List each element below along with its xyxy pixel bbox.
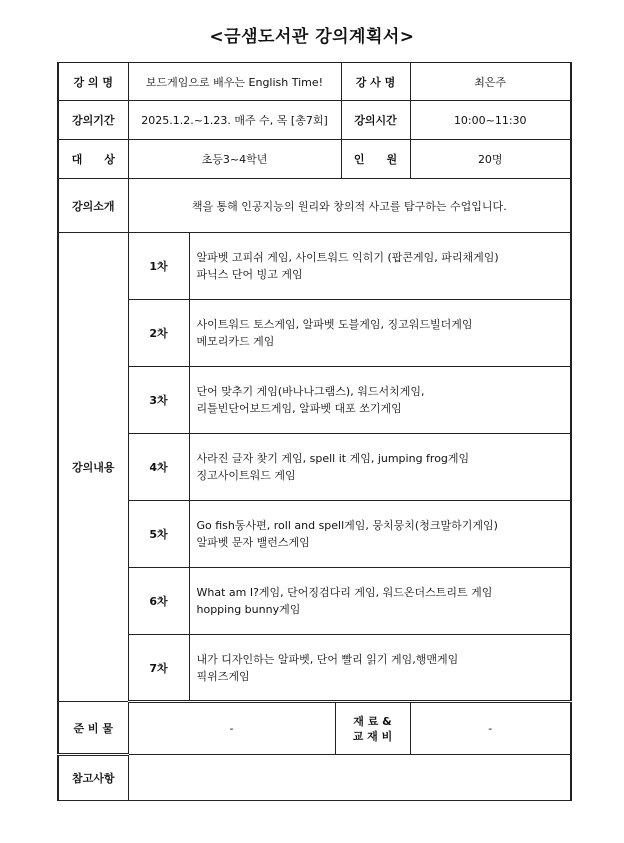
session-row: [58, 635, 571, 702]
session-line: 내가 디자인하는 알파벳, 단어 빨리 읽기 게임,행맨게임: [196, 652, 459, 666]
content-label: 강의내용: [58, 233, 128, 702]
session-content: [189, 635, 571, 702]
materials-value: -: [128, 702, 335, 755]
session-label: 2차: [128, 300, 189, 367]
session-line: 파닉스 단어 빙고 게임: [196, 268, 303, 281]
target-value: 초등3~4학년: [128, 140, 341, 179]
session-content: [189, 367, 571, 434]
session-line: 알파벳 문자 밸런스게임: [196, 536, 310, 549]
session-label: 5차: [128, 501, 189, 568]
session-row: [58, 300, 571, 367]
materials-label: 준 비 물: [58, 702, 128, 755]
session-content: [189, 434, 571, 501]
session-row: [58, 501, 571, 568]
session-line: 징고사이트워드 게임: [196, 469, 296, 482]
session-row: [58, 568, 571, 635]
capacity-value: 20명: [410, 140, 571, 179]
session-label: 7차: [128, 635, 189, 702]
session-label: 4차: [128, 434, 189, 501]
session-line: Go fish동사편, roll and spell게임, 뭉치뭉치(청크말하기게임): [196, 519, 498, 532]
period-label: 강의기간: [58, 101, 128, 140]
session-line: hopping bunny게임: [196, 603, 301, 616]
teaching-materials-label: [335, 702, 410, 755]
notes-row: [58, 755, 571, 801]
intro-row: [58, 179, 571, 233]
session-line: 알파벳 고피쉬 게임, 사이트워드 익히기 (팝콘게임, 파리채게임): [196, 251, 499, 264]
session-line: 메모리카드 게임: [196, 335, 275, 348]
session-row: [58, 367, 571, 434]
session-content: [189, 233, 571, 300]
page-title: <금샘도서관 강의계획서>: [209, 27, 415, 47]
target-row: [58, 140, 571, 179]
session-content: [189, 568, 571, 635]
session-content: [189, 501, 571, 568]
session-line: What am I?게임, 단어징검다리 게임, 워드온더스트리트 게임: [196, 586, 493, 599]
session-line: 사이트워드 토스게임, 알파벳 도블게임, 징고워드빌더게임: [196, 318, 473, 331]
lecture-plan-table: [57, 62, 572, 801]
teaching-materials-value: -: [410, 702, 571, 755]
instructor-value: 최은주: [410, 63, 571, 101]
session-content: [189, 300, 571, 367]
capacity-label: 인 원: [341, 140, 410, 179]
materials-row: [58, 702, 571, 755]
session-row: [58, 233, 571, 300]
notes-label: 참고사항: [58, 755, 128, 801]
session-line: 사라진 글자 찾기 게임, spell it 게임, jumping frog게임: [196, 452, 470, 465]
target-label: 대 상: [58, 140, 128, 179]
intro-label: 강의소개: [58, 179, 128, 233]
instructor-label: 강 사 명: [341, 63, 410, 101]
teaching-materials-label-line: 교 재 비: [352, 729, 393, 743]
teaching-materials-label-line: 재 료 &: [353, 714, 392, 728]
intro-value: 책을 통해 인공지능의 원리와 창의적 사고를 탐구하는 수업입니다.: [128, 179, 571, 233]
notes-value: [128, 755, 571, 801]
course-name-value: 보드게임으로 배우는 English Time!: [128, 63, 341, 101]
period-row: [58, 101, 571, 140]
session-line: 리틀빈단어보드게임, 알파벳 대포 쏘기게임: [196, 402, 402, 415]
course-name-row: [58, 63, 571, 101]
session-label: 1차: [128, 233, 189, 300]
session-label: 6차: [128, 568, 189, 635]
time-value: 10:00~11:30: [410, 101, 571, 140]
session-label: 3차: [128, 367, 189, 434]
course-name-label: 강 의 명: [58, 63, 128, 101]
time-label: 강의시간: [341, 101, 410, 140]
session-line: 픽위즈게임: [196, 669, 250, 683]
session-row: [58, 434, 571, 501]
session-line: 단어 맞추기 게임(바나나그램스), 워드서치게임,: [196, 385, 425, 398]
period-value: 2025.1.2.~1.23. 매주 수, 목 [총7회]: [128, 101, 341, 140]
